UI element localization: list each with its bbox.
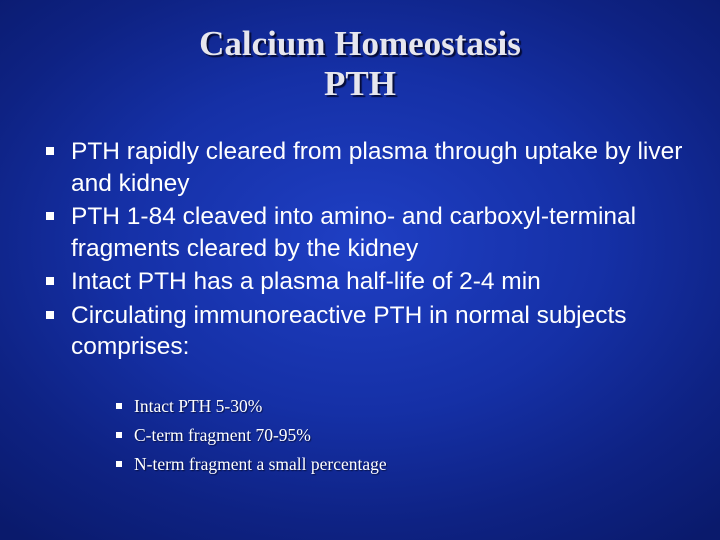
bullet-text: PTH rapidly cleared from plasma through uptake by liver and kidney <box>71 138 683 197</box>
bullet-text: PTH 1-84 cleaved into amino- and carboxyl-terminal fragments cleared by the kidney <box>71 203 637 262</box>
bullet-item <box>46 266 686 298</box>
sub-bullet-item <box>116 421 387 450</box>
bullet-item <box>46 136 686 199</box>
square-bullet-icon <box>46 311 54 319</box>
square-sub-bullet-icon <box>116 461 122 467</box>
bullet-list <box>46 134 686 363</box>
bullet-item <box>46 300 686 363</box>
sub-bullet-item <box>116 392 387 421</box>
sub-bullet-item <box>116 450 387 479</box>
square-bullet-icon <box>46 147 54 155</box>
square-bullet-icon <box>46 277 54 285</box>
bullet-item <box>46 201 686 264</box>
sub-bullet-list <box>116 392 387 479</box>
square-sub-bullet-icon <box>116 432 122 438</box>
slide-title-line-2: PTH <box>324 64 396 103</box>
sub-bullet-text: N-term fragment a small percentage <box>134 454 387 474</box>
square-sub-bullet-icon <box>116 403 122 409</box>
sub-bullet-text: C-term fragment 70-95% <box>134 425 311 445</box>
slide-title-line-1: Calcium Homeostasis <box>199 24 521 63</box>
bullet-text: Circulating immunoreactive PTH in normal subjects comprises: <box>71 301 627 360</box>
slide-title <box>0 24 720 104</box>
sub-bullet-text: Intact PTH 5-30% <box>134 396 263 416</box>
square-bullet-icon <box>46 212 54 220</box>
bullet-text: Intact PTH has a plasma half-life of 2-4 min <box>71 268 541 295</box>
